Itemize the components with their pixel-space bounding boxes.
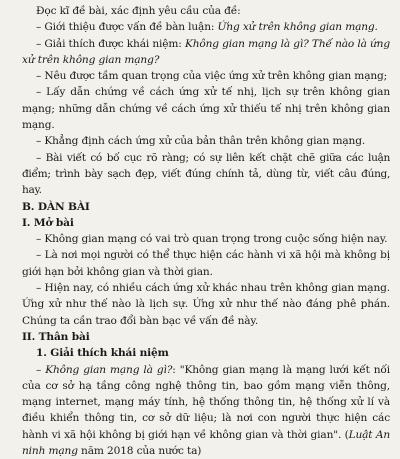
definition-body: : "Không gian mạng là mạng lưới kết nối của cơ sở hạ tầng công nghệ thông tin, bao gồm mạng viễn thông, mạng internet, mạng máy tính, hệ thống thông tin, hệ thống xử lí và điều khiển thông tin, cơ sở dữ liệu; là nơi con người thực hiện các hành vi xã hội không bị giới hạn về không gian và thời gian". ( bbox=[22, 363, 390, 441]
requirement-5: – Khẳng định cách ứng xử của bản thân trên không gian mạng. bbox=[36, 135, 366, 148]
intro-line: Đọc kĩ đề bài, xác định yêu cầu của đề: bbox=[36, 5, 241, 17]
definition-paragraph bbox=[22, 362, 390, 459]
mo-bai-point-2: – Là nơi mọi người có thể thực hiện các hành vi xã hội mà không bị giới hạn bởi không gian và thời gian. bbox=[22, 249, 390, 278]
requirement-3: – Nêu được tầm quan trọng của việc ứng xử trên không gian mạng; bbox=[36, 70, 388, 83]
requirement-2-question: Không gian mạng là gì? Thế nào là ứng xử trên không gian mạng? bbox=[22, 37, 390, 66]
section-heading-than-bai: II. Thân bài bbox=[22, 330, 90, 343]
definition-dash: – bbox=[36, 363, 46, 376]
requirement-6: – Bài viết có bố cục rõ ràng; có sự liên kết chặt chẽ giữa các luận điểm; trình bày sạch đẹp, viết đúng chính tả, dùng từ, viết câu đúng, hay. bbox=[22, 151, 390, 197]
requirement-2-text: – Giải thích được khái niệm: bbox=[36, 37, 185, 50]
definition-law-name: Luật An ninh mạng bbox=[22, 428, 390, 458]
definition-question: Không gian mạng là gì? bbox=[45, 363, 173, 376]
requirement-1-topic: Ứng xử trên không gian mạng. bbox=[217, 21, 378, 34]
requirement-1-text: – Giới thiệu được vấn đề bàn luận: bbox=[36, 21, 218, 34]
requirement-1 bbox=[22, 19, 390, 35]
section-heading-mo-bai: I. Mở bài bbox=[22, 216, 74, 229]
requirement-2 bbox=[22, 36, 390, 69]
subsection-heading-giai-thich: 1. Giải thích khái niệm bbox=[36, 347, 169, 360]
definition-suffix: năm 2018 của nước ta) bbox=[77, 445, 202, 458]
section-heading-dan-bai: B. DÀN BÀI bbox=[22, 200, 90, 213]
requirement-4: – Lấy dẫn chứng về cách ứng xử tế nhị, lịch sự trên không gian mạng; những dẫn chứng về cách ứng xử thiếu tế nhị trên không gian mạng. bbox=[22, 86, 390, 132]
mo-bai-point-3: – Hiện nay, có nhiều cách ứng xử khác nhau trên không gian mạng. Ứng xử như thế nào là lịch sự. Ứng xử như thế nào đáng phê phán. Chúng ta cần trao đổi bàn bạc về vấn đề này. bbox=[22, 282, 390, 327]
mo-bai-point-1: – Không gian mạng có vai trò quan trọng trong cuộc sống hiện nay. bbox=[36, 233, 388, 246]
